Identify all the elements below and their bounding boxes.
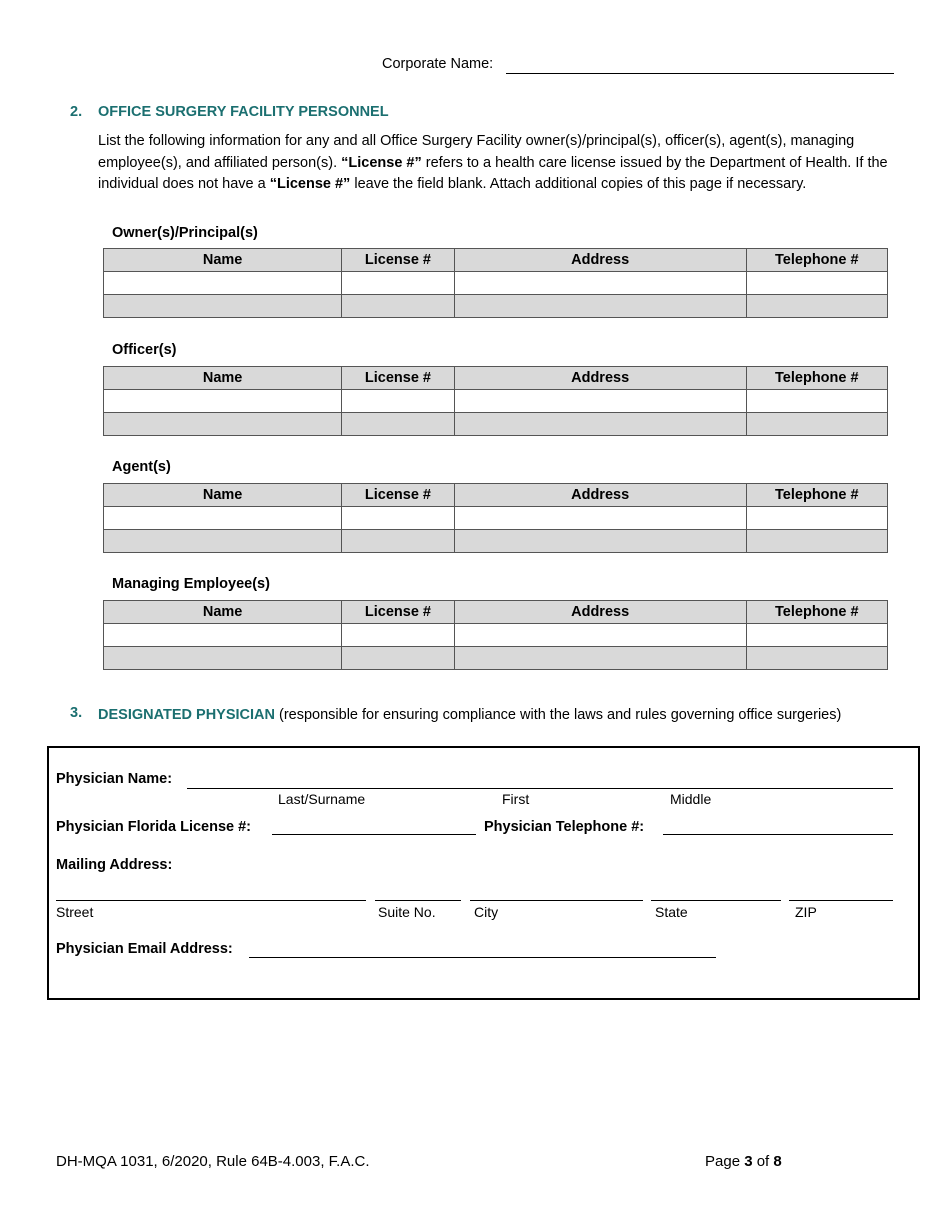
table-row — [104, 647, 888, 670]
intro-bold: “License #” — [269, 176, 351, 192]
column-header: License # — [342, 601, 454, 624]
section2-title: OFFICE SURGERY FACILITY PERSONNEL — [98, 104, 389, 120]
officers-label: Officer(s) — [112, 342, 177, 358]
corporate-name-label: Corporate Name: — [382, 56, 494, 72]
footer-form-id: DH-MQA 1031, 6/2020, Rule 64B-4.003, F.A.C. — [56, 1153, 370, 1170]
column-header: Telephone # — [746, 484, 887, 507]
table-cell-input[interactable] — [746, 272, 887, 295]
suite-field[interactable] — [375, 900, 461, 901]
table-cell-input[interactable] — [104, 530, 342, 553]
mailing-address-label: Mailing Address: — [56, 857, 173, 873]
zip-field[interactable] — [789, 900, 893, 901]
street-field[interactable] — [56, 900, 366, 901]
column-header: License # — [342, 249, 454, 272]
physician-name-field[interactable] — [187, 788, 893, 789]
section3-heading — [98, 705, 858, 725]
managing-employees-label: Managing Employee(s) — [112, 576, 270, 592]
agents-table — [103, 483, 888, 553]
license-label: Physician Florida License #: — [56, 819, 252, 835]
table-cell-input[interactable] — [342, 295, 454, 318]
table-header-row — [104, 601, 888, 624]
street-caption: Street — [56, 904, 94, 920]
intro-text: List the following information for any and all Office Surgery Facility owner(s)/principal(s), officer(s), agent(s), managing employee(s), and affiliated person(s). — [98, 133, 855, 171]
license-field[interactable] — [272, 834, 476, 835]
owners-label: Owner(s)/Principal(s) — [112, 225, 258, 241]
table-header-row — [104, 367, 888, 390]
table-cell-input[interactable] — [342, 507, 454, 530]
section2-number: 2. — [70, 104, 83, 120]
table-cell-input[interactable] — [342, 624, 454, 647]
table-row — [104, 272, 888, 295]
table-cell-input[interactable] — [454, 507, 746, 530]
table-header-row — [104, 249, 888, 272]
table-cell-input[interactable] — [342, 413, 454, 436]
column-header: Name — [104, 601, 342, 624]
table-cell-input[interactable] — [454, 624, 746, 647]
managing-employees-table — [103, 600, 888, 670]
table-cell-input[interactable] — [104, 624, 342, 647]
table-cell-input[interactable] — [454, 272, 746, 295]
table-cell-input[interactable] — [104, 272, 342, 295]
table-cell-input[interactable] — [746, 295, 887, 318]
page-of: of — [752, 1153, 774, 1170]
table-cell-input[interactable] — [104, 390, 342, 413]
table-cell-input[interactable] — [454, 647, 746, 670]
table-cell-input[interactable] — [104, 507, 342, 530]
page-current: 3 — [744, 1153, 753, 1170]
column-header: Address — [454, 367, 746, 390]
telephone-field[interactable] — [663, 834, 893, 835]
state-caption: State — [655, 904, 688, 920]
table-cell-input[interactable] — [454, 530, 746, 553]
physician-name-label: Physician Name: — [56, 771, 173, 787]
table-cell-input[interactable] — [104, 413, 342, 436]
column-header: Address — [454, 484, 746, 507]
agents-label: Agent(s) — [112, 459, 171, 475]
owners-table — [103, 248, 888, 318]
column-header: Name — [104, 484, 342, 507]
table-cell-input[interactable] — [342, 530, 454, 553]
table-cell-input[interactable] — [104, 647, 342, 670]
table-cell-input[interactable] — [104, 295, 342, 318]
column-header: License # — [342, 484, 454, 507]
intro-text: leave the field blank. Attach additional copies of this page if necessary. — [350, 176, 807, 192]
table-row — [104, 624, 888, 647]
zip-caption: ZIP — [795, 904, 817, 920]
city-caption: City — [474, 904, 499, 920]
corporate-name-field[interactable] — [506, 73, 894, 74]
table-cell-input[interactable] — [746, 413, 887, 436]
table-cell-input[interactable] — [454, 390, 746, 413]
section3-subtitle: (responsible for ensuring compliance with the laws and rules governing office surgeries) — [274, 707, 842, 723]
table-cell-input[interactable] — [746, 624, 887, 647]
column-header: Name — [104, 249, 342, 272]
state-field[interactable] — [651, 900, 781, 901]
page-total: 8 — [773, 1153, 782, 1170]
intro-bold: “License #” — [341, 154, 422, 171]
table-row — [104, 295, 888, 318]
email-field[interactable] — [249, 957, 716, 958]
table-row — [104, 413, 888, 436]
intro-text: refers to a health care license issued by the Department of Health. If the individual does not have a — [98, 154, 888, 192]
physician-box — [47, 746, 920, 1000]
page-prefix: Page — [705, 1153, 745, 1170]
column-header: Name — [104, 367, 342, 390]
table-cell-input[interactable] — [342, 272, 454, 295]
column-header: Address — [454, 249, 746, 272]
table-header-row — [104, 484, 888, 507]
table-cell-input[interactable] — [342, 647, 454, 670]
email-label: Physician Email Address: — [56, 941, 233, 957]
table-cell-input[interactable] — [454, 413, 746, 436]
last-name-caption: Last/Surname — [278, 791, 366, 807]
table-cell-input[interactable] — [746, 507, 887, 530]
section2-intro — [98, 131, 888, 196]
table-cell-input[interactable] — [746, 647, 887, 670]
first-name-caption: First — [502, 791, 530, 807]
city-field[interactable] — [470, 900, 643, 901]
table-row — [104, 507, 888, 530]
suite-caption: Suite No. — [378, 904, 436, 920]
column-header: Telephone # — [746, 367, 887, 390]
column-header: Telephone # — [746, 249, 887, 272]
column-header: Address — [454, 601, 746, 624]
table-cell-input[interactable] — [746, 390, 887, 413]
table-cell-input[interactable] — [454, 295, 746, 318]
table-row — [104, 530, 888, 553]
section3-number: 3. — [70, 705, 83, 721]
page-number — [705, 1153, 782, 1170]
telephone-label: Physician Telephone #: — [484, 819, 645, 835]
column-header: License # — [342, 367, 454, 390]
table-cell-input[interactable] — [342, 390, 454, 413]
table-cell-input[interactable] — [746, 530, 887, 553]
officers-table — [103, 366, 888, 436]
middle-name-caption: Middle — [670, 791, 712, 807]
table-row — [104, 390, 888, 413]
section3-title: DESIGNATED PHYSICIAN — [98, 707, 275, 723]
column-header: Telephone # — [746, 601, 887, 624]
